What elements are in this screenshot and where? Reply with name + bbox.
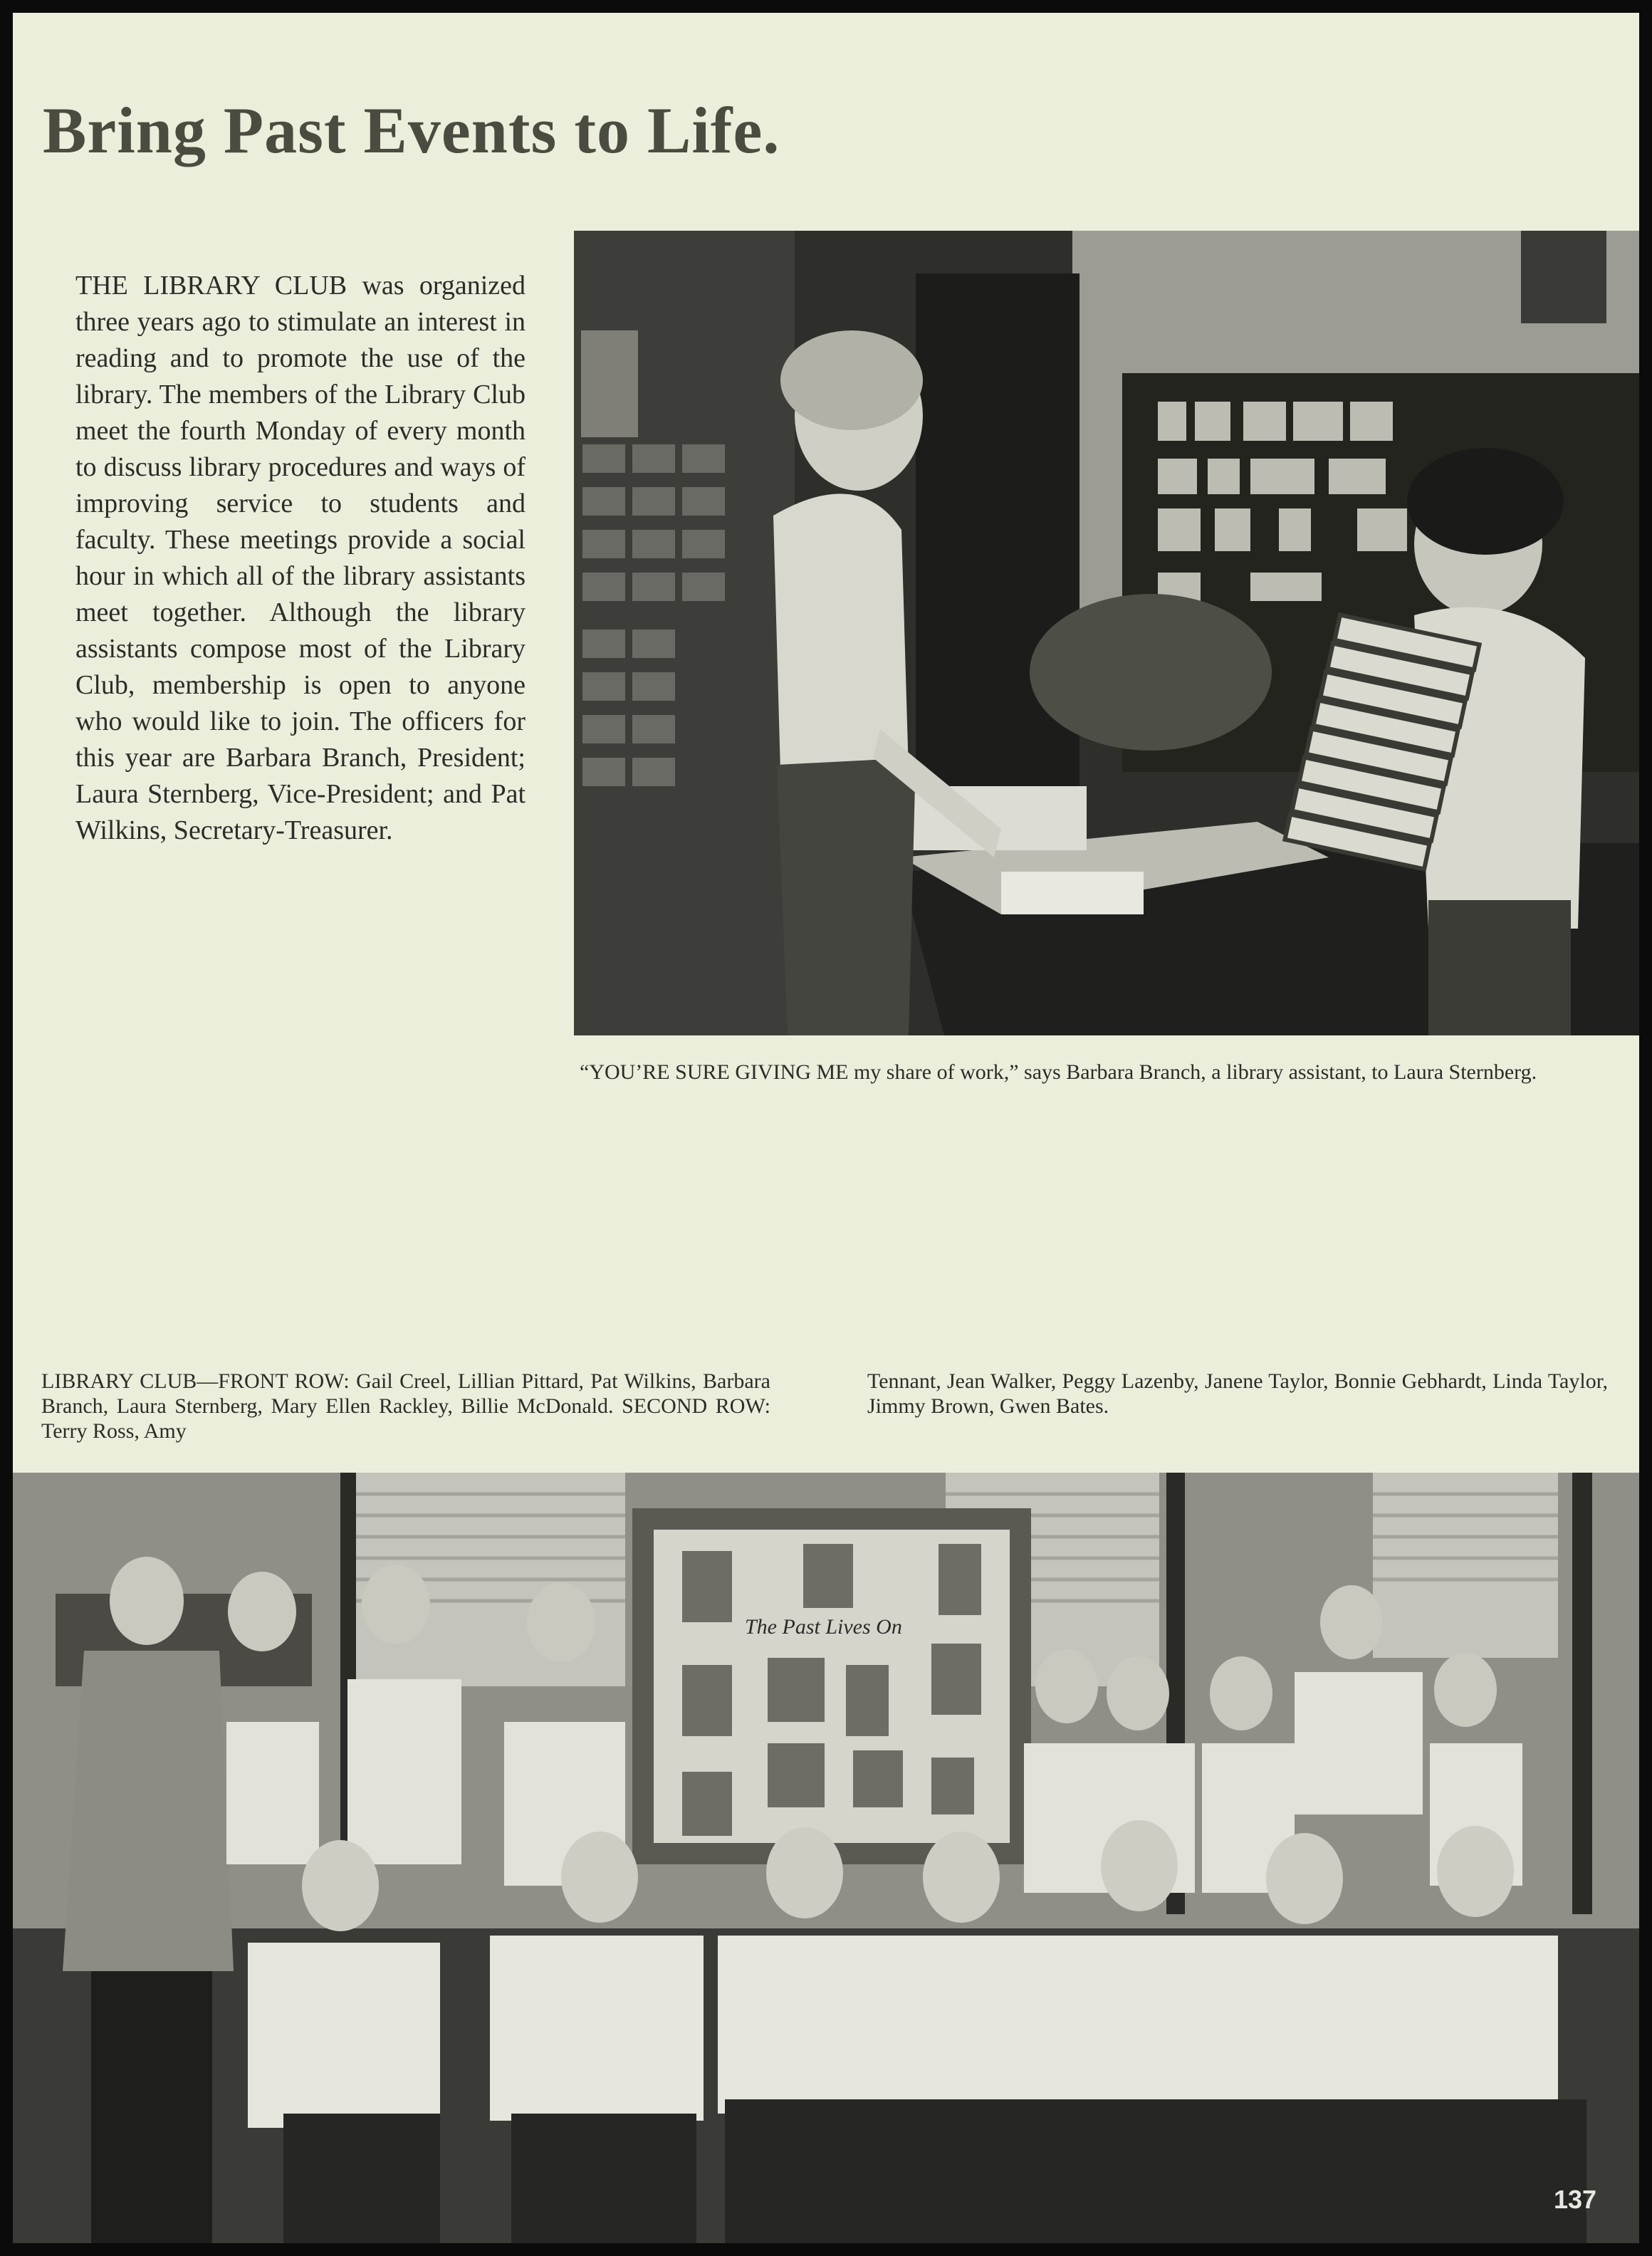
group-caption-left-column: LIBRARY CLUB—FRONT ROW: Gail Creel, Lillian Pittard, Pat Wilkins, Barbara Branch, Laura Sternberg, Mary Ellen Rackley, Billie McDonald. SECOND ROW: Terry Ross, Amy (41, 1369, 770, 1443)
page-headline: Bring Past Events to Life. (43, 94, 780, 167)
group-caption-right-column: Tennant, Jean Walker, Peggy Lazenby, Janene Taylor, Bonnie Gebhardt, Linda Taylor, Jimmy Brown, Gwen Bates. (867, 1369, 1608, 1418)
top-photo-caption: “YOU’RE SURE GIVING ME my share of work,” says Barbara Branch, a library assistant, to Laura Sternberg. (580, 1060, 1537, 1084)
library-desk-photo (574, 231, 1639, 1035)
library-club-group-photo (13, 1473, 1639, 2243)
library-club-paragraph: THE LIBRARY CLUB was organized three years ago to stimulate an interest in reading and to promote the use of the library. The members of the Library Club meet the fourth Monday of every month to discuss library procedures and ways of improving service to students and faculty. These meetings provide a social hour in which all of the library assistants meet together. Although the library assistants compose most of the Library Club, membership is open to anyone who would like to join. The officers for this year are Barbara Branch, President; Laura Sternberg, Vice-President; and Pat Wilkins, Secretary-Treasurer. (75, 271, 526, 845)
yearbook-page (13, 13, 1639, 2243)
bulletin-board-title: The Past Lives On (745, 1615, 902, 1639)
page-number: 137 (1554, 2185, 1597, 2214)
